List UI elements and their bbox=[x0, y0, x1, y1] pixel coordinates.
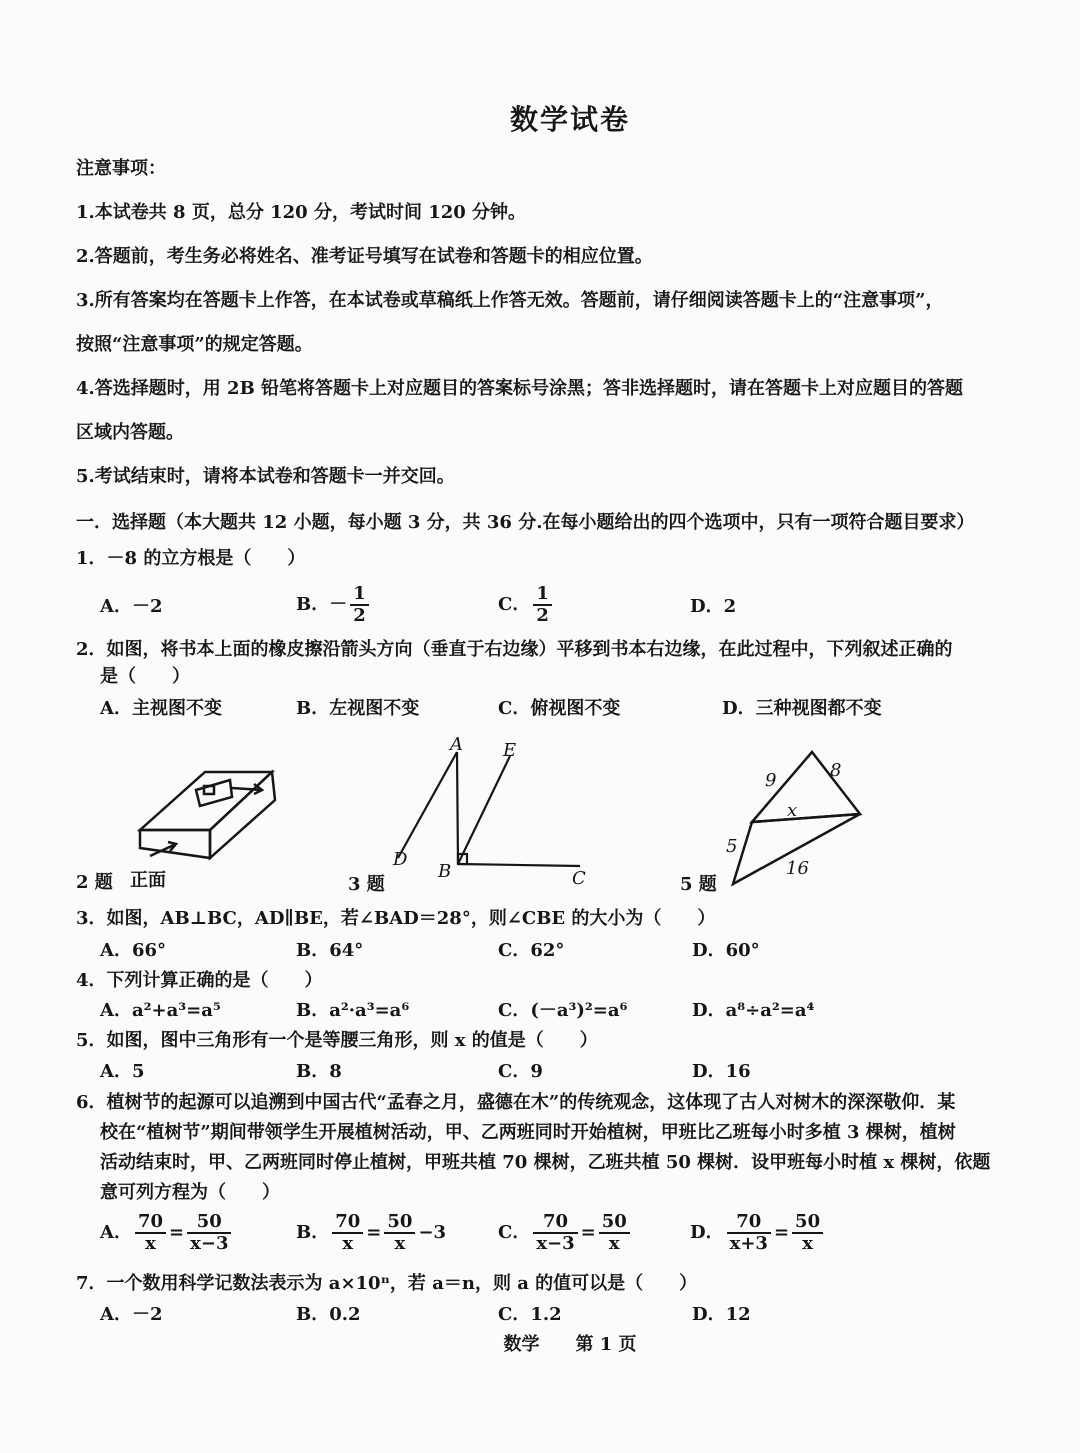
notice-item: 2.答题前，考生务必将姓名、准考证号填写在试卷和答题卡的相应位置。 bbox=[76, 246, 653, 267]
side-label: 8 bbox=[830, 760, 842, 781]
notice-item: 区域内答题。 bbox=[76, 422, 184, 443]
q2-option-c: C．俯视图不变 bbox=[498, 698, 621, 719]
figure-2-label: 2 题 bbox=[76, 872, 113, 893]
notice-item: 按照“注意事项”的规定答题。 bbox=[76, 334, 313, 355]
point-label: E bbox=[503, 740, 517, 761]
q6-option-c: C． $\frac{70}{x-3}$ = $\frac{50}{x}$ bbox=[498, 1212, 633, 1254]
side-label: 5 bbox=[726, 836, 738, 857]
q6-stem-cont: 校在“植树节”期间带领学生开展植树活动，甲、乙两班同时开始植树，甲班比乙班每小时多植 3 棵树，植树 bbox=[100, 1122, 956, 1143]
q7-option-c: C．1.2 bbox=[498, 1304, 562, 1325]
section-heading: 一．选择题（本大题共 12 小题，每小题 3 分，共 36 分.在每小题给出的四个选项中，只有一项符合题目要求） bbox=[76, 512, 975, 533]
q7-option-a: A．－2 bbox=[100, 1304, 163, 1325]
q6-stem-cont: 活动结束时，甲、乙两班同时停止植树，甲班共植 70 棵树，乙班共植 50 棵树．设甲班每小时植 x 棵树，依题 bbox=[100, 1152, 991, 1173]
point-label: B bbox=[438, 861, 452, 882]
q3-option-c: C．62° bbox=[498, 940, 565, 961]
notice-item: 1.本试卷共 8 页，总分 120 分，考试时间 120 分钟。 bbox=[76, 202, 527, 223]
side-label: x bbox=[787, 800, 798, 821]
q2-option-b: B．左视图不变 bbox=[296, 698, 420, 719]
q2-stem: 2．如图，将书本上面的橡皮擦沿箭头方向（垂直于右边缘）平移到书本右边缘，在此过程中，下列叙述正确的 bbox=[76, 639, 953, 660]
q4-option-a: A．a²+a³=a⁵ bbox=[100, 1000, 221, 1021]
notice-item: 3.所有答案均在答题卡上作答，在本试卷或草稿纸上作答无效。答题前，请仔细阅读答题卡上的“注意事项”， bbox=[76, 290, 944, 311]
q5-option-a: A．5 bbox=[100, 1061, 145, 1082]
q1-option-b: B．－ $\frac{1}{2}$ bbox=[296, 584, 372, 626]
q3-stem: 3．如图，AB⊥BC，AD∥BE，若∠BAD＝28°，则∠CBE 的大小为（ ） bbox=[76, 908, 716, 929]
fraction: $\frac{1}{2}$ bbox=[533, 584, 552, 626]
q3-option-d: D．60° bbox=[692, 940, 760, 961]
point-label: A bbox=[450, 734, 463, 755]
q4-option-c: C．(－a³)²=a⁶ bbox=[498, 1000, 628, 1021]
q6-option-d: D． $\frac{70}{x+3}$ = $\frac{50}{x}$ bbox=[690, 1212, 826, 1254]
q4-option-b: B．a²·a³=a⁶ bbox=[296, 1000, 410, 1021]
q6-stem-cont: 意可列方程为（ ） bbox=[100, 1182, 280, 1203]
figure-3-label: 3 题 bbox=[348, 874, 385, 895]
q7-option-b: B．0.2 bbox=[296, 1304, 361, 1325]
q6-stem: 6．植树节的起源可以追溯到中国古代“孟春之月，盛德在木”的传统观念，这体现了古人对树木的深深敬仰．某 bbox=[76, 1092, 956, 1113]
angle-figure bbox=[398, 752, 580, 866]
q5-option-c: C．9 bbox=[498, 1061, 543, 1082]
side-label: 16 bbox=[786, 858, 809, 879]
q3-option-a: A．66° bbox=[100, 940, 167, 961]
fraction: $\frac{1}{2}$ bbox=[350, 584, 369, 626]
q4-option-d: D．a⁸÷a²=a⁴ bbox=[692, 1000, 815, 1021]
q5-stem: 5．如图，图中三角形有一个是等腰三角形，则 x 的值是（ ） bbox=[76, 1030, 598, 1051]
figure-5-label: 5 题 bbox=[680, 874, 717, 895]
side-label: 9 bbox=[765, 770, 777, 791]
q6-option-a: A． $\frac{70}{x}$ = $\frac{50}{x-3}$ bbox=[100, 1212, 234, 1254]
q1-stem: 1．－8 的立方根是（ ） bbox=[76, 548, 306, 569]
notice-item: 4.答选择题时，用 2B 铅笔将答题卡上对应题目的答案标号涂黑；答非选择题时，请在答题卡上对应题目的答题 bbox=[76, 378, 964, 399]
q2-option-d: D．三种视图都不变 bbox=[722, 698, 882, 719]
page-footer: 数学 第 1 页 bbox=[503, 1334, 637, 1355]
point-label: C bbox=[572, 868, 586, 889]
q2-option-a: A．主视图不变 bbox=[100, 698, 222, 719]
q5-option-b: B．8 bbox=[296, 1061, 342, 1082]
q1-option-d: D．2 bbox=[690, 596, 737, 617]
q4-stem: 4．下列计算正确的是（ ） bbox=[76, 970, 323, 991]
q6-option-b: B． $\frac{70}{x}$ = $\frac{50}{x}$ −3 bbox=[296, 1211, 447, 1254]
point-label: D bbox=[393, 849, 408, 870]
q7-stem: 7．一个数用科学记数法表示为 a×10ⁿ，若 a＝n，则 a 的值可以是（ ） bbox=[76, 1273, 698, 1294]
q7-option-d: D．12 bbox=[692, 1304, 751, 1325]
book-figure bbox=[140, 772, 275, 858]
q1-option-a: A．－2 bbox=[100, 596, 163, 617]
page-title: 数学试卷 bbox=[509, 103, 630, 136]
notice-heading: 注意事项： bbox=[76, 158, 166, 179]
q1-option-c: C． $\frac{1}{2}$ bbox=[498, 584, 555, 626]
q2-stem-cont: 是（ ） bbox=[100, 666, 190, 687]
notice-item: 5.考试结束时，请将本试卷和答题卡一并交回。 bbox=[76, 466, 455, 487]
front-label: 正面 bbox=[130, 870, 166, 891]
q5-option-d: D．16 bbox=[692, 1061, 751, 1082]
q3-option-b: B．64° bbox=[296, 940, 364, 961]
